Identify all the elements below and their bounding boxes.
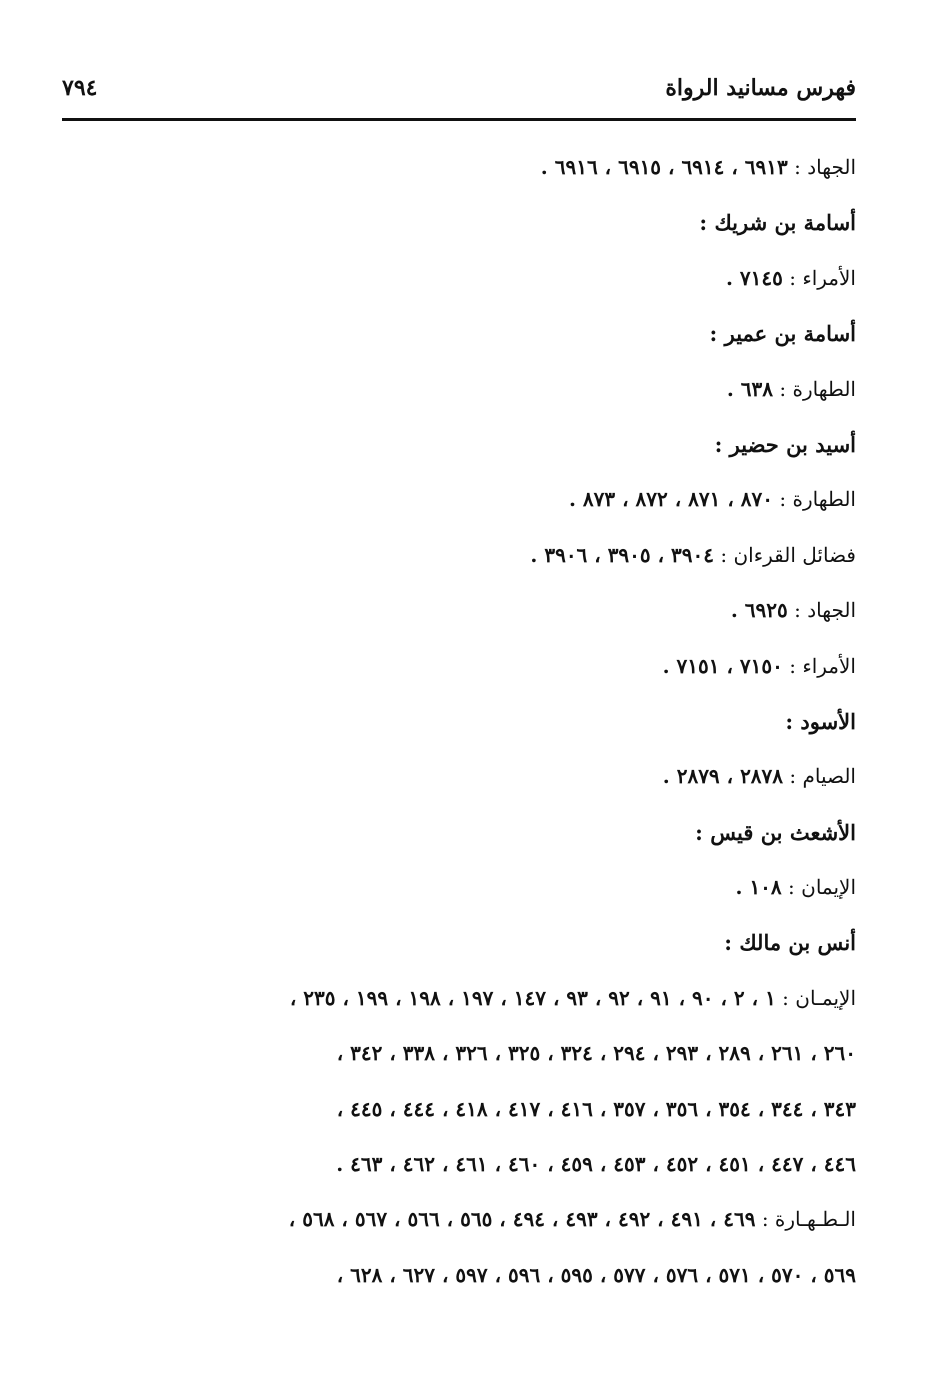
entry-label: الطهارة :: [779, 487, 856, 512]
index-entry: [56, 362, 856, 417]
header-rule: [62, 118, 856, 121]
entry-numbers: ١ ، ٢ ، ٩٠ ، ٩١ ، ٩٢ ، ٩٣ ، ١٤٧ ، ١٩٧ ، ١٩٨ ، ١٩٩ ، ٢٣٥ ،: [289, 985, 776, 1010]
narrator-heading: الأشعث بن قيس :: [695, 819, 856, 845]
page-number: ٧٩٤: [62, 75, 98, 101]
entry-numbers: ٧١٥٠ ، ٧١٥١ .: [662, 653, 783, 678]
entry-label: الإيمان :: [788, 875, 856, 900]
entry-numbers: ١٠٨ .: [735, 875, 782, 900]
entry-label: الأمراء :: [789, 265, 856, 290]
narrator-heading: الأسود :: [785, 708, 856, 734]
entry-label: الأمراء :: [789, 653, 856, 678]
entry-label: فضائل القرءان :: [720, 542, 856, 567]
entry-numbers: ٣٩٠٤ ، ٣٩٠٥ ، ٣٩٠٦ .: [530, 542, 715, 567]
entry-numbers: ٦٩١٣ ، ٦٩١٤ ، ٦٩١٥ ، ٦٩١٦ .: [540, 155, 788, 179]
running-title: فهرس مسانيد الرواة: [665, 75, 856, 101]
narrator-heading: أسامة بن عمير :: [709, 321, 856, 347]
narrator-heading: أسيد بن حضير :: [714, 431, 856, 457]
continuation-numbers: ٥٦٩ ، ٥٧٠ ، ٥٧١ ، ٥٧٦ ، ٥٧٧ ، ٥٩٥ ، ٥٩٦ ، ٥٩٧ ، ٦٢٧ ، ٦٢٨ ،: [336, 1262, 856, 1287]
index-entry: [56, 1192, 856, 1247]
index-entry: [56, 528, 856, 583]
index-entry: [56, 251, 856, 306]
index-entry: [56, 583, 856, 638]
index-entry: [56, 749, 856, 804]
page-header: [62, 62, 856, 114]
index-entry: [56, 140, 856, 195]
continuation-numbers: ٢٦٠ ، ٢٦١ ، ٢٨٩ ، ٢٩٣ ، ٢٩٤ ، ٣٢٤ ، ٣٢٥ ، ٣٢٦ ، ٣٣٨ ، ٣٤٢ ،: [336, 1041, 856, 1066]
entry-label: الصيام :: [789, 764, 856, 789]
entry-numbers: ٦٣٨ .: [726, 376, 774, 401]
entry-numbers: ٧١٤٥ .: [725, 265, 783, 290]
narrator-heading: أسامة بن شريك :: [699, 210, 856, 236]
index-entry: [56, 639, 856, 694]
index-content: [56, 140, 856, 1303]
entry-label: الجهاد :: [794, 155, 856, 179]
entry-label: الإيمـان :: [782, 985, 856, 1010]
index-entry: [56, 860, 856, 915]
entry-label: الـطـهـارة :: [761, 1207, 856, 1232]
entry-numbers: ٦٩٢٥ .: [730, 598, 788, 623]
index-entry: [56, 472, 856, 527]
narrator-heading: أنس بن مالك :: [724, 930, 856, 956]
continuation-numbers: ٤٤٦ ، ٤٤٧ ، ٤٥١ ، ٤٥٢ ، ٤٥٣ ، ٤٥٩ ، ٤٦٠ ، ٤٦١ ، ٤٦٢ ، ٤٦٣ .: [336, 1152, 856, 1177]
entry-numbers: ٤٦٩ ، ٤٩١ ، ٤٩٢ ، ٤٩٣ ، ٤٩٤ ، ٥٦٥ ، ٥٦٦ ، ٥٦٧ ، ٥٦٨ ،: [288, 1207, 756, 1232]
entry-numbers: ٢٨٧٨ ، ٢٨٧٩ .: [662, 764, 784, 789]
entry-label: الجهاد :: [794, 598, 856, 623]
index-entry: [56, 971, 856, 1026]
entry-numbers: ٨٧٠ ، ٨٧١ ، ٨٧٢ ، ٨٧٣ .: [568, 487, 774, 512]
continuation-numbers: ٣٤٣ ، ٣٤٤ ، ٣٥٤ ، ٣٥٦ ، ٣٥٧ ، ٤١٦ ، ٤١٧ ، ٤١٨ ، ٤٤٤ ، ٤٤٥ ،: [336, 1096, 856, 1121]
entry-label: الطهارة :: [779, 376, 856, 401]
